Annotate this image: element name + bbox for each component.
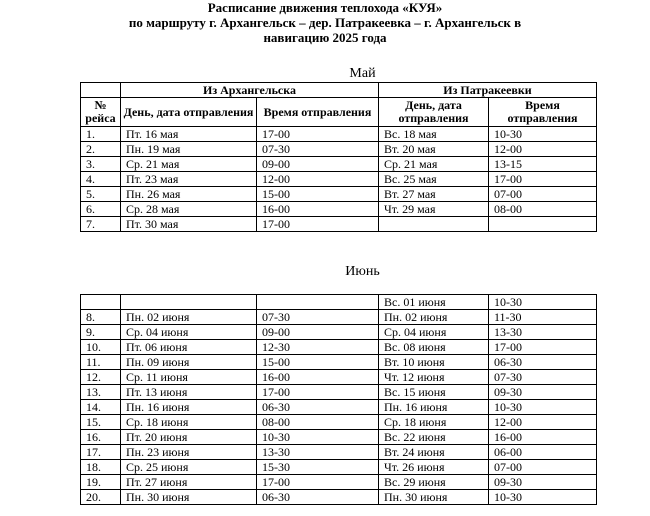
schedule-table-june [80, 294, 597, 505]
table-row [81, 142, 597, 157]
departure-time-a-cell: 13-30 [257, 445, 379, 460]
table-row [81, 415, 597, 430]
departure-time-b-cell: 16-00 [489, 430, 597, 445]
departure-time-a-cell: 15-00 [257, 187, 379, 202]
page-title-line-3: навигацию 2025 года [263, 30, 387, 45]
trip-number-cell: 7. [81, 217, 121, 232]
trip-number-cell: 11. [81, 355, 121, 370]
departure-date-a-cell: Пн. 19 мая [121, 142, 257, 157]
departure-time-a-cell: 15-30 [257, 460, 379, 475]
may-header [81, 83, 597, 127]
departure-time-a-cell: 09-00 [257, 325, 379, 340]
departure-time-a-cell: 08-00 [257, 415, 379, 430]
departure-time-a-cell: 07-30 [257, 142, 379, 157]
table-row [81, 172, 597, 187]
departure-time-b-cell: 07-30 [489, 370, 597, 385]
departure-time-b-cell: 06-00 [489, 445, 597, 460]
departure-time-a-cell: 12-00 [257, 172, 379, 187]
departure-date-b-cell: Ср. 18 июня [379, 415, 489, 430]
departure-time-a-cell: 17-00 [257, 127, 379, 142]
departure-date-a-cell: Пн. 30 июня [121, 490, 257, 505]
departure-date-a-cell: Пт. 27 июня [121, 475, 257, 490]
table-row [81, 325, 597, 340]
table-row [81, 202, 597, 217]
month-title-june: Июнь [345, 264, 380, 279]
departure-date-b-cell: Вс. 15 июня [379, 385, 489, 400]
departure-date-b-cell: Вс. 22 июня [379, 430, 489, 445]
table-row [81, 475, 597, 490]
departure-date-b-cell: Вт. 24 июня [379, 445, 489, 460]
departure-time-b-cell: 10-30 [489, 400, 597, 415]
departure-time-a-cell: 17-00 [257, 217, 379, 232]
departure-date-a-cell: Пн. 02 июня [121, 310, 257, 325]
trip-number-cell: 14. [81, 400, 121, 415]
departure-time-b-cell: 17-00 [489, 340, 597, 355]
departure-time-a-cell: 10-30 [257, 430, 379, 445]
departure-time-a-cell: 06-30 [257, 490, 379, 505]
departure-time-a-cell: 17-00 [257, 385, 379, 400]
departure-time-b-cell: 06-30 [489, 355, 597, 370]
departure-time-b-cell: 09-30 [489, 475, 597, 490]
table-row [81, 460, 597, 475]
trip-number-cell: 13. [81, 385, 121, 400]
header-departure-date-b: День, дата отправления [379, 98, 489, 127]
departure-time-a-cell: 15-00 [257, 355, 379, 370]
table-row [81, 217, 597, 232]
header-empty-cell [81, 83, 121, 98]
departure-date-b-cell: Вс. 01 июня [379, 295, 489, 310]
departure-time-b-cell: 13-30 [489, 325, 597, 340]
table-row [81, 430, 597, 445]
departure-time-b-cell: 13-15 [489, 157, 597, 172]
departure-time-b-cell: 07-00 [489, 460, 597, 475]
header-from-arkhangelsk: Из Архангельска [121, 83, 379, 98]
departure-date-a-cell: Пн. 23 июня [121, 445, 257, 460]
departure-time-b-cell: 12-00 [489, 142, 597, 157]
trip-number-cell: 1. [81, 127, 121, 142]
departure-date-b-cell: Пн. 30 июня [379, 490, 489, 505]
trip-number-cell: 19. [81, 475, 121, 490]
departure-date-b-cell: Чт. 12 июня [379, 370, 489, 385]
month-title-may: Май [349, 66, 376, 81]
departure-date-a-cell [121, 295, 257, 310]
departure-date-b-cell: Вт. 20 мая [379, 142, 489, 157]
departure-date-a-cell: Пн. 26 мая [121, 187, 257, 202]
departure-time-b-cell [489, 217, 597, 232]
trip-number-cell: 3. [81, 157, 121, 172]
table-row [81, 445, 597, 460]
trip-number-cell: 4. [81, 172, 121, 187]
departure-date-a-cell: Пт. 23 мая [121, 172, 257, 187]
departure-date-b-cell: Вт. 10 июня [379, 355, 489, 370]
trip-number-cell: 2. [81, 142, 121, 157]
departure-time-b-cell: 12-00 [489, 415, 597, 430]
departure-date-a-cell: Ср. 04 июня [121, 325, 257, 340]
departure-date-a-cell: Пт. 06 июня [121, 340, 257, 355]
page-title-line-1: Расписание движения теплохода «КУЯ» [207, 0, 443, 15]
departure-time-a-cell: 09-00 [257, 157, 379, 172]
departure-date-b-cell: Вс. 29 июня [379, 475, 489, 490]
table-row [81, 187, 597, 202]
departure-date-b-cell: Пн. 02 июня [379, 310, 489, 325]
schedule-table-may [80, 82, 597, 232]
table-row [81, 355, 597, 370]
departure-date-b-cell: Вс. 18 мая [379, 127, 489, 142]
departure-time-b-cell: 10-30 [489, 127, 597, 142]
table-row [81, 490, 597, 505]
table-row [81, 295, 597, 310]
table-row [81, 310, 597, 325]
table-row [81, 385, 597, 400]
table-row [81, 400, 597, 415]
departure-date-b-cell: Чт. 29 мая [379, 202, 489, 217]
trip-number-cell: 6. [81, 202, 121, 217]
departure-date-a-cell: Пт. 30 мая [121, 217, 257, 232]
departure-date-a-cell: Ср. 25 июня [121, 460, 257, 475]
header-from-patrakeevka: Из Патракеевки [379, 83, 597, 98]
departure-date-a-cell: Ср. 11 июня [121, 370, 257, 385]
table-row [81, 127, 597, 142]
trip-number-cell: 12. [81, 370, 121, 385]
departure-time-a-cell: 16-00 [257, 370, 379, 385]
departure-date-b-cell: Ср. 04 июня [379, 325, 489, 340]
departure-date-a-cell: Пт. 13 июня [121, 385, 257, 400]
departure-date-a-cell: Пт. 20 июня [121, 430, 257, 445]
trip-number-cell: 9. [81, 325, 121, 340]
departure-date-b-cell: Вт. 27 мая [379, 187, 489, 202]
header-departure-date-a: День, дата отправления [121, 98, 257, 127]
departure-time-b-cell: 10-30 [489, 295, 597, 310]
departure-date-b-cell: Вс. 25 мая [379, 172, 489, 187]
trip-number-cell: 8. [81, 310, 121, 325]
table-row [81, 370, 597, 385]
departure-date-b-cell: Пн. 16 июня [379, 400, 489, 415]
departure-date-b-cell [379, 217, 489, 232]
departure-time-a-cell: 12-30 [257, 340, 379, 355]
departure-time-b-cell: 11-30 [489, 310, 597, 325]
departure-time-a-cell [257, 295, 379, 310]
departure-time-b-cell: 09-30 [489, 385, 597, 400]
table-row [81, 157, 597, 172]
page-title-line-2: по маршруту г. Архангельск – дер. Патракеевка – г. Архангельск в [128, 15, 522, 30]
trip-number-cell [81, 295, 121, 310]
departure-time-a-cell: 07-30 [257, 310, 379, 325]
trip-number-cell: 16. [81, 430, 121, 445]
departure-time-a-cell: 16-00 [257, 202, 379, 217]
trip-number-cell: 10. [81, 340, 121, 355]
table-row [81, 340, 597, 355]
departure-time-b-cell: 10-30 [489, 490, 597, 505]
departure-date-a-cell: Пн. 09 июня [121, 355, 257, 370]
departure-date-b-cell: Ср. 21 мая [379, 157, 489, 172]
departure-date-a-cell: Ср. 28 мая [121, 202, 257, 217]
departure-date-a-cell: Ср. 18 июня [121, 415, 257, 430]
may-rows [81, 127, 597, 232]
departure-time-b-cell: 17-00 [489, 172, 597, 187]
june-rows [81, 295, 597, 505]
departure-date-a-cell: Пн. 16 июня [121, 400, 257, 415]
departure-date-b-cell: Вс. 08 июня [379, 340, 489, 355]
departure-time-b-cell: 08-00 [489, 202, 597, 217]
departure-date-a-cell: Ср. 21 мая [121, 157, 257, 172]
departure-time-a-cell: 06-30 [257, 400, 379, 415]
trip-number-cell: 17. [81, 445, 121, 460]
header-departure-time-b: Время отправления [489, 98, 597, 127]
header-trip-number: № рейса [81, 98, 121, 127]
departure-time-a-cell: 17-00 [257, 475, 379, 490]
trip-number-cell: 20. [81, 490, 121, 505]
trip-number-cell: 18. [81, 460, 121, 475]
header-departure-time-a: Время отправления [257, 98, 379, 127]
trip-number-cell: 5. [81, 187, 121, 202]
trip-number-cell: 15. [81, 415, 121, 430]
departure-date-a-cell: Пт. 16 мая [121, 127, 257, 142]
departure-date-b-cell: Чт. 26 июня [379, 460, 489, 475]
departure-time-b-cell: 07-00 [489, 187, 597, 202]
